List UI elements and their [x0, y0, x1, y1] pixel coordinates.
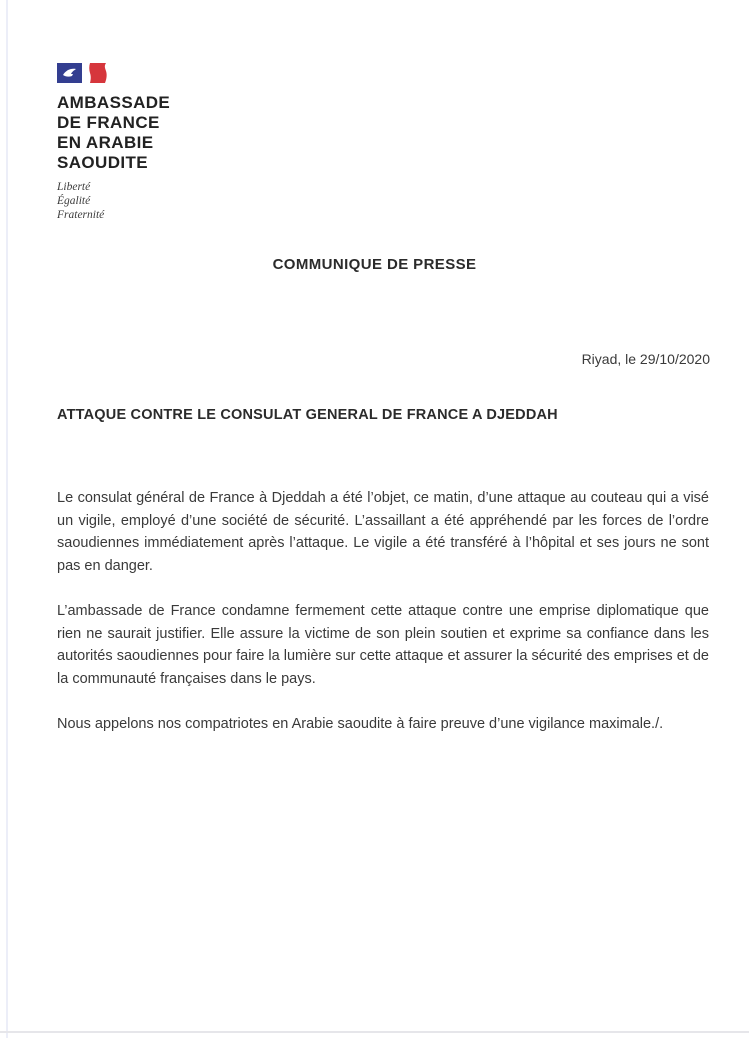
motto	[57, 180, 170, 222]
body-text	[57, 487, 709, 759]
org-name-line: AMBASSADE	[57, 93, 171, 112]
french-flag-icon	[57, 62, 170, 84]
page-edge-left	[6, 0, 8, 1038]
body-paragraph: L’ambassade de France condamne fermement cette attaque contre une emprise diplomatique que rien ne saurait justifier. Elle assure la victime de son plein soutien et exprime sa confiance dans les autorités saoudiennes pour faire la lumière sur cette attaque et assurer la sécurité des emprises et de la communauté françaises dans le pays.	[57, 603, 709, 687]
org-name-line: EN ARABIE	[57, 133, 154, 152]
body-paragraph: Le consulat général de France à Djeddah a été l’objet, ce matin, d’une attaque au couteau qui a visé un vigile, employé d’une société de sécurité. L’assaillant a été appréhendé par les forces de l’ordre saoudiennes immédiatement après l’attaque. Le vigile a été transféré à l’hôpital et ses jours ne sont pas en danger.	[57, 490, 709, 574]
motto-line: Liberté	[57, 181, 91, 193]
motto-line: Fraternité	[57, 209, 105, 221]
motto-line: Égalité	[57, 195, 91, 207]
embassy-logo	[57, 62, 170, 222]
press-release-kicker: COMMUNIQUE DE PRESSE	[272, 256, 477, 273]
page-edge-bottom	[0, 1031, 749, 1033]
body-paragraph: Nous appelons nos compatriotes en Arabie saoudite à faire preuve d’une vigilance maximale./.	[57, 716, 664, 732]
headline: ATTAQUE CONTRE LE CONSULAT GENERAL DE FRANCE A DJEDDAH	[57, 407, 558, 423]
org-name-line: SAOUDITE	[57, 153, 149, 172]
org-name-line: DE FRANCE	[57, 113, 160, 132]
dateline: Riyad, le 29/10/2020	[581, 351, 710, 367]
org-name	[57, 93, 170, 173]
